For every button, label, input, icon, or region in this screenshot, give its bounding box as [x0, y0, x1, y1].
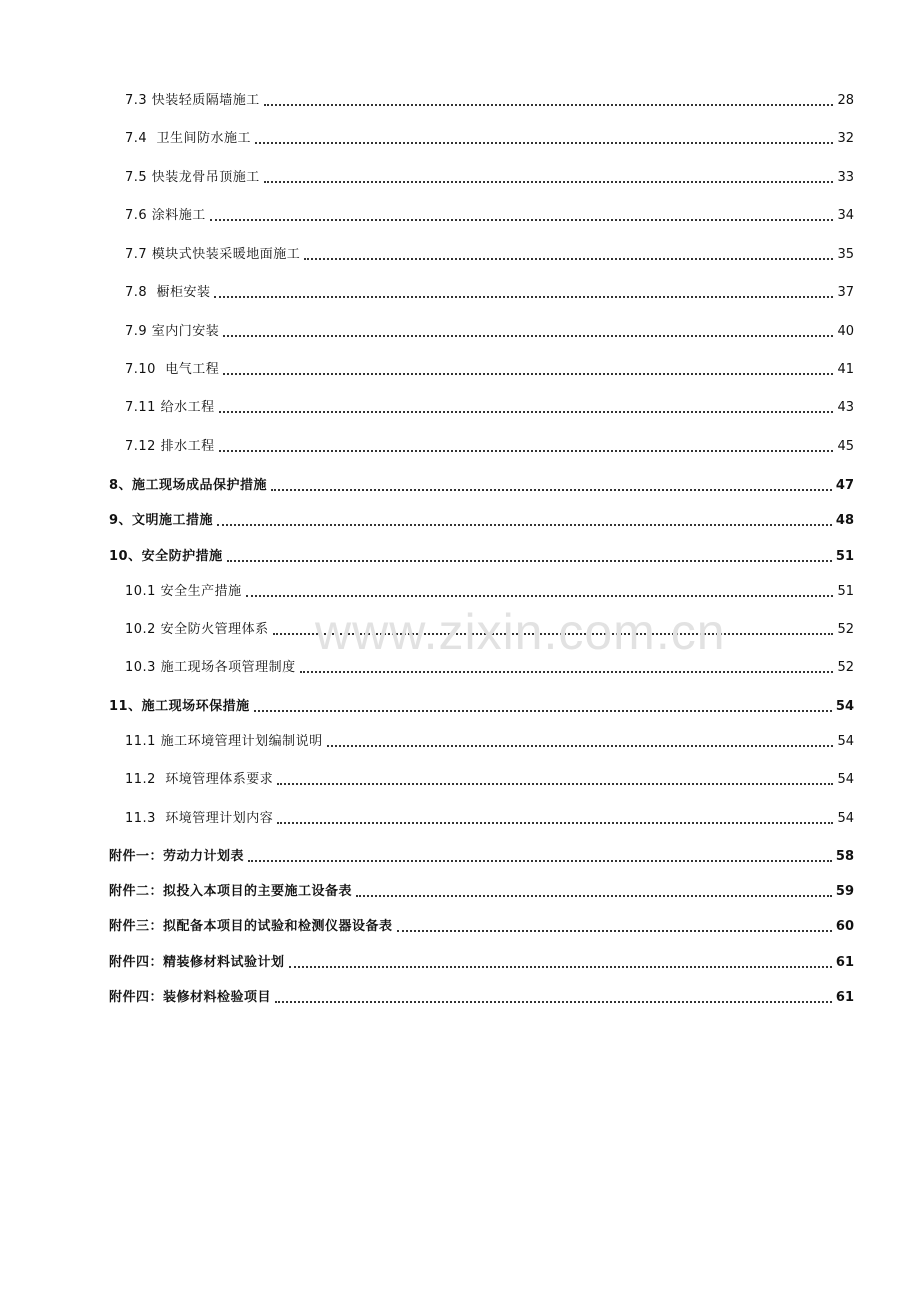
- toc-entry-title: 7.7 模块式快装采暖地面施工: [125, 247, 301, 262]
- toc-entry-title: 附件四：精装修材料试验计划: [109, 955, 285, 970]
- toc-entry-page: 35: [837, 247, 854, 262]
- toc-entry-page: 61: [835, 955, 854, 970]
- toc-entry[interactable]: [0, 879, 920, 901]
- toc-entry-title: 7.3 快装轻质隔墙施工: [125, 93, 260, 108]
- toc-entry-page: 34: [837, 208, 854, 223]
- dot-leader: [277, 782, 833, 785]
- toc-entry-page: 52: [837, 622, 854, 637]
- toc-entry-title: 10.1 安全生产措施: [125, 584, 242, 599]
- dot-leader: [210, 218, 834, 221]
- toc-entry-page: 33: [837, 170, 854, 185]
- dot-leader: [248, 859, 832, 862]
- toc-entry[interactable]: [0, 655, 920, 677]
- dot-leader: [304, 257, 833, 260]
- toc-entry[interactable]: [0, 357, 920, 379]
- toc-entry[interactable]: [0, 914, 920, 936]
- toc-entry-title: 10.2 安全防火管理体系: [125, 622, 269, 637]
- dot-leader: [246, 594, 834, 597]
- toc-entry-page: 51: [837, 584, 854, 599]
- toc-entry-title: 11.2 环境管理体系要求: [125, 772, 274, 787]
- dot-leader: [264, 180, 834, 183]
- toc-entry-title: 11、施工现场环保措施: [109, 699, 250, 714]
- toc-entry[interactable]: [0, 508, 920, 530]
- dot-leader: [277, 821, 833, 824]
- toc-entry-page: 45: [837, 439, 854, 454]
- toc-entry-title: 11.1 施工环境管理计划编制说明: [125, 734, 323, 749]
- toc-entry[interactable]: [0, 434, 920, 456]
- toc-entry-title: 附件一：劳动力计划表: [109, 849, 245, 864]
- toc-entry[interactable]: [0, 203, 920, 225]
- toc-entry[interactable]: [0, 242, 920, 264]
- toc-entry-title: 附件二：拟投入本项目的主要施工设备表: [109, 884, 353, 899]
- dot-leader: [254, 709, 832, 712]
- toc-entry-page: 48: [835, 513, 854, 528]
- dot-leader: [255, 141, 834, 144]
- toc-entry-page: 60: [835, 919, 854, 934]
- toc-entry[interactable]: [0, 544, 920, 566]
- toc-entry-page: 54: [837, 734, 854, 749]
- toc-entry-title: 7.11 给水工程: [125, 400, 215, 415]
- toc-entry-page: 43: [837, 400, 854, 415]
- dot-leader: [223, 372, 833, 375]
- toc-entry-page: 47: [835, 478, 854, 493]
- toc-entry-page: 41: [837, 362, 854, 377]
- dot-leader: [327, 744, 834, 747]
- toc-entry[interactable]: [0, 729, 920, 751]
- dot-leader: [397, 929, 832, 932]
- toc-entry-page: 51: [835, 549, 854, 564]
- dot-leader: [227, 559, 832, 562]
- toc-entry-page: 32: [837, 131, 854, 146]
- toc-entry-title: 10.3 施工现场各项管理制度: [125, 660, 296, 675]
- toc-entry-title: 7.9 室内门安装: [125, 324, 220, 339]
- toc-entry-title: 7.8 橱柜安装: [125, 285, 211, 300]
- toc-entry-page: 54: [835, 699, 854, 714]
- dot-leader: [214, 295, 833, 298]
- toc-entry-page: 52: [837, 660, 854, 675]
- toc-entry[interactable]: [0, 617, 920, 639]
- toc-entry-title: 7.6 涂料施工: [125, 208, 206, 223]
- toc-entry-title: 7.10 电气工程: [125, 362, 220, 377]
- toc-entry-page: 59: [835, 884, 854, 899]
- toc-entry-title: 7.5 快装龙骨吊顶施工: [125, 170, 260, 185]
- toc-entry-title: 9、文明施工措施: [109, 513, 214, 528]
- toc-entry-title: 11.3 环境管理计划内容: [125, 811, 274, 826]
- toc-entry-title: 附件三：拟配备本项目的试验和检测仪器设备表: [109, 919, 393, 934]
- toc-entry[interactable]: [0, 844, 920, 866]
- dot-leader: [271, 488, 832, 491]
- toc-entry-title: 8、施工现场成品保护措施: [109, 478, 268, 493]
- toc-entry[interactable]: [0, 165, 920, 187]
- toc-entry-page: 61: [835, 990, 854, 1005]
- toc-entry[interactable]: [0, 579, 920, 601]
- dot-leader: [273, 632, 834, 635]
- dot-leader: [300, 670, 834, 673]
- toc-entry[interactable]: [0, 694, 920, 716]
- dot-leader: [264, 103, 834, 106]
- toc-entry[interactable]: [0, 395, 920, 417]
- toc-entry-page: 58: [835, 849, 854, 864]
- dot-leader: [356, 894, 832, 897]
- toc-entry-page: 54: [837, 811, 854, 826]
- toc-entry[interactable]: [0, 806, 920, 828]
- dot-leader: [219, 410, 834, 413]
- dot-leader: [219, 449, 834, 452]
- toc-entry-title: 10、安全防护措施: [109, 549, 223, 564]
- toc-entry-title: 7.12 排水工程: [125, 439, 215, 454]
- toc-entry-page: 54: [837, 772, 854, 787]
- toc-entry[interactable]: [0, 88, 920, 110]
- toc-entry[interactable]: [0, 950, 920, 972]
- dot-leader: [275, 1000, 832, 1003]
- toc-entry[interactable]: [0, 473, 920, 495]
- toc-entry[interactable]: [0, 319, 920, 341]
- toc-entry-title: 附件四：装修材料检验项目: [109, 990, 272, 1005]
- toc-entry[interactable]: [0, 280, 920, 302]
- dot-leader: [223, 334, 833, 337]
- watermark: www.zixin.com.cn: [315, 604, 726, 660]
- dot-leader: [217, 523, 832, 526]
- toc-entry[interactable]: [0, 767, 920, 789]
- toc-entry-title: 7.4 卫生间防水施工: [125, 131, 251, 146]
- dot-leader: [289, 965, 832, 968]
- toc-entry[interactable]: [0, 985, 920, 1007]
- toc-entry[interactable]: [0, 126, 920, 148]
- toc-entry-page: 40: [837, 324, 854, 339]
- toc-entry-page: 28: [837, 93, 854, 108]
- toc-entry-page: 37: [837, 285, 854, 300]
